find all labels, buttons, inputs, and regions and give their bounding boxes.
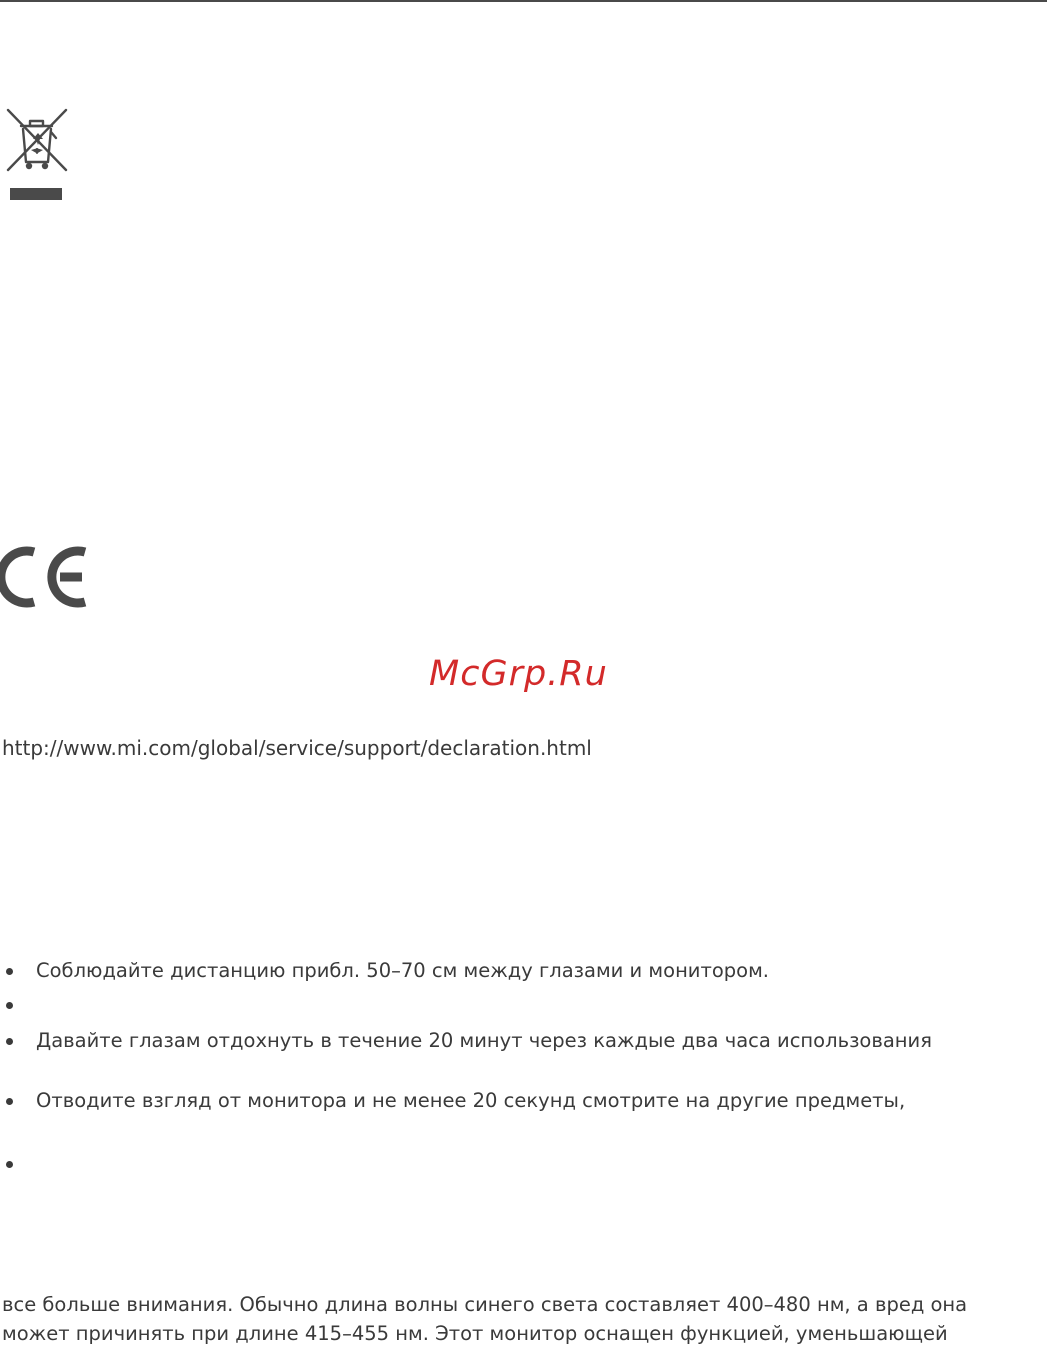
declaration-link[interactable]: http://www.mi.com/global/service/support/declaration.html xyxy=(2,736,592,760)
bullet-dot xyxy=(6,1002,13,1009)
list-item-text: Отводите взгляд от монитора и не менее 20 секунд смотрите на другие предметы, xyxy=(36,1089,906,1112)
paragraph-line: может причинять при длине 415–455 нм. Этот монитор оснащен функцией, уменьшающей xyxy=(2,1322,948,1345)
weee-underbar xyxy=(10,188,62,200)
list-item xyxy=(0,957,1040,985)
list-item xyxy=(0,1087,1040,1115)
bullet-dot xyxy=(6,968,13,975)
weee-bin-icon xyxy=(6,108,68,202)
bullet-dot xyxy=(6,1038,13,1045)
watermark-text: McGrp.Ru xyxy=(429,654,608,694)
list-item-text: Давайте глазам отдохнуть в течение 20 минут через каждые два часа использования xyxy=(36,1029,932,1052)
list-item xyxy=(0,1150,1040,1178)
bullet-dot xyxy=(6,1098,13,1105)
bullet-dot xyxy=(6,1161,13,1168)
list-item-text: Соблюдайте дистанцию прибл. 50–70 см между глазами и монитором. xyxy=(36,959,769,982)
list-item xyxy=(0,1027,1040,1055)
ce-mark-icon xyxy=(0,545,90,609)
paragraph-line: все больше внимания. Обычно длина волны синего света составляет 400–480 нм, а вред она xyxy=(2,1293,968,1316)
top-divider xyxy=(0,0,1047,2)
list-item xyxy=(0,991,1040,1019)
